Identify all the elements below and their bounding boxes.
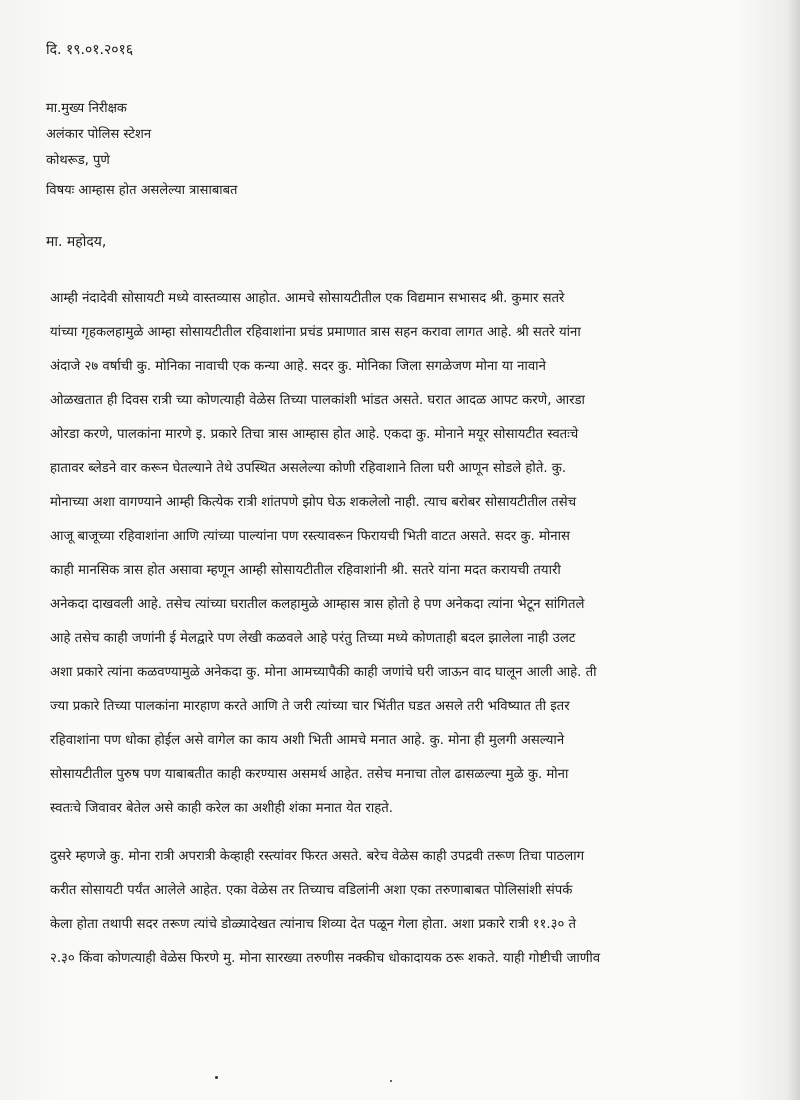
text-line: अनेकदा दाखवली आहे. तसेच त्यांच्या घरातील कलहामुळे आम्हास त्रास होतो हे पण अनेकदा त्यांना भेटून सांगितले <box>50 597 585 612</box>
text-line: करीत सोसायटी पर्यंत आलेले आहेत. एका वेळेस तर तिच्याच वडिलांनी अशा एका तरुणाबाबत पोलिसांशी संपर्क <box>50 883 573 898</box>
text-line: ज्या प्रकारे तिच्या पालकांना मारहाण करते आणि ते जरी त्यांच्या चार भिंतीत घडत असले तरी भविष्यात ती इतर <box>50 699 570 714</box>
text-line: अंदाजे २७ वर्षाची कु. मोनिका नावाची एक कन्या आहे. सदर कु. मोनिका जिला सगळेजण मोना या नावाने <box>50 359 546 374</box>
text-line: मोनाच्या अशा वागण्याने आम्ही कित्येक रात्री शांतपणे झोप घेऊ शकलेलो नाही. त्याच बरोबर सोसायटीतील तसेच <box>50 495 577 510</box>
paragraph-2 <box>50 840 778 976</box>
text-line: ओरडा करणे, पालकांना मारणे इ. प्रकारे तिचा त्रास आम्हास होत आहे. एकदा कु. मोनाने मयूर सोसायटीत स्वतःचे <box>50 427 579 442</box>
salutation: मा. महोदय, <box>46 234 107 250</box>
text-line: दुसरे म्हणजे कु. मोना रात्री अपरात्री केव्हाही रस्त्यांवर फिरत असते. बरेच वेळेस काही उपद्रवी तरूण तिचा पाठलाग <box>50 849 585 864</box>
text-line: अशा प्रकारे त्यांना कळवण्यामुळे अनेकदा कु. मोना आमच्यापैकी काही जणांचे घरी जाऊन वाद घालून आली आहे. ती <box>50 665 597 680</box>
text-line: २.३० किंवा कोणत्याही वेळेस फिरणे मु. मोना सारख्या तरुणीस नक्कीच धोकादायक ठरू शकते. याही गोष्टीची जाणीव <box>50 951 601 966</box>
text-line: केला होता तथापी सदर तरूण त्यांचे डोळ्यादेखत त्यांनाच शिव्या देत पळून गेला होता. अशा प्रकारे रात्री ११.३० ते <box>50 917 577 932</box>
recipient-line: अलंकार पोलिस स्टेशन <box>46 127 152 142</box>
text-line: हातावर ब्लेडने वार करून घेतल्याने तेथे उपस्थित असलेल्या कोणी रहिवाशाने तिला घरी आणून सोडले होते. कु. <box>50 461 567 476</box>
text-line: काही मानसिक त्रास होत असावा म्हणून आम्ही सोसायटीतील रहिवाशांनी श्री. सतरे यांना मदत करायची तयारी <box>50 563 561 578</box>
text-line: स्वतःचे जिवावर बेतेल असे काही करेल का अशीही शंका मनात येत राहते. <box>50 801 393 816</box>
text-line: ओळखतात ही दिवस रात्री च्या कोणत्याही वेळेस तिच्या पालकांशी भांडत असते. घरात आदळ आपट करणे, आरडा <box>50 393 585 408</box>
recipient-address <box>46 96 151 174</box>
letter-subject: विषयः आम्हास होत असलेल्या त्रासाबाबत <box>46 183 238 198</box>
letter-date: दि. १९.०१.२०१६ <box>46 42 134 58</box>
text-line: आम्ही नंदादेवी सोसायटी मध्ये वास्तव्यास आहोत. आमचे सोसायटीतील एक विद्यमान सभासद श्री. कुमार सतरे <box>50 291 565 306</box>
text-line: यांच्या गृहकलहामुळे आम्हा सोसायटीतील रहिवाशांना प्रचंड प्रमाणात त्रास सहन करावा लागत आहे. श्री सतरे यांना <box>50 325 581 340</box>
text-line: रहिवाशांना पण धोका होईल असे वागेल का काय अशी भिती आमचे मनात आहे. कु. मोना ही मुलगी असल्याने <box>50 733 565 748</box>
page-edge-shadow <box>786 0 800 1100</box>
paragraph-1 <box>50 282 778 826</box>
scan-speck <box>390 1080 392 1082</box>
text-line: सोसायटीतील पुरुष पण याबाबतीत काही करण्यास असमर्थ आहेत. तसेच मनाचा तोल ढासळल्या मुळे कु. मोना <box>50 767 569 782</box>
text-line: आजू बाजूच्या रहिवाशांना आणि त्यांच्या पाल्यांना पण रस्त्यावरून फिरायची भिती वाटत असते. सदर कु. मोनास <box>50 529 570 544</box>
recipient-line: मा.मुख्य निरीक्षक <box>46 101 127 116</box>
scan-speck <box>215 1076 218 1079</box>
text-line: आहे तसेच काही जणांनी ई मेलद्वारे पण लेखी कळवले आहे परंतु तिच्या मध्ये कोणताही बदल झालेला नाही उलट <box>50 631 576 646</box>
recipient-line: कोथरूड, पुणे <box>46 153 110 168</box>
